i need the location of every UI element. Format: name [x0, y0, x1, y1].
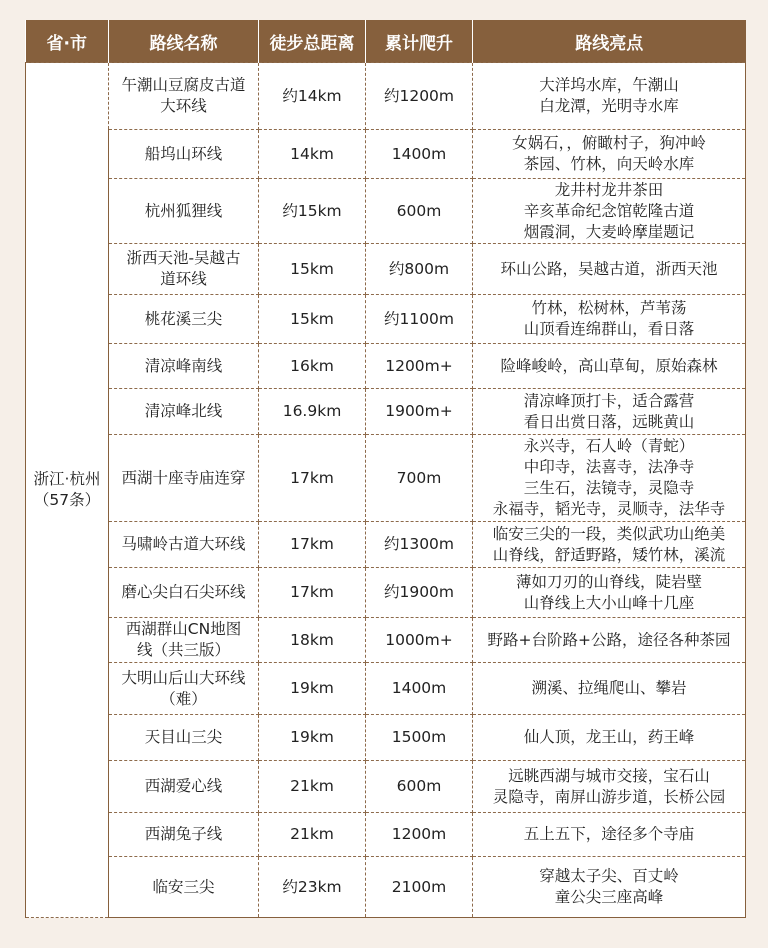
route-name-cell	[109, 130, 259, 179]
highlights-cell	[473, 857, 746, 918]
table-row	[26, 344, 746, 389]
highlights-cell-line: 清凉峰顶打卡，适合露营	[523, 391, 695, 410]
distance-cell: 15km	[259, 295, 366, 344]
route-table-container	[25, 20, 745, 918]
header-distance: 徒步总距离	[259, 20, 366, 63]
distance-cell: 14km	[259, 130, 366, 179]
route-name-cell	[109, 761, 259, 813]
highlights-cell-line: 永福寺，韬光寺，灵顺寺，法华寺	[492, 500, 726, 518]
climb-cell: 600m	[366, 179, 473, 244]
distance-cell: 17km	[259, 522, 366, 568]
highlights-cell-line: 女娲石，，俯瞰村子，狗冲岭	[512, 134, 706, 152]
route-name-cell	[109, 522, 259, 568]
highlights-cell	[473, 344, 746, 389]
highlights-cell-line: 溯溪、拉绳爬山、攀岩	[531, 679, 687, 697]
climb-cell: 700m	[366, 435, 473, 522]
distance-cell: 约23km	[259, 857, 366, 918]
route-name-cell-line: 清凉峰北线	[144, 402, 223, 420]
highlights-cell-line: 五上五下，途径多个寺庙	[523, 825, 695, 843]
route-name-cell	[109, 244, 259, 295]
highlights-cell-line: 环山公路，吴越古道，浙西天池	[500, 259, 718, 278]
climb-cell: 600m	[366, 761, 473, 813]
climb-cell: 2100m	[366, 857, 473, 918]
highlights-cell-line: 大洋坞水库，午潮山	[539, 76, 679, 94]
route-name-cell-line: 西湖爱心线	[144, 777, 223, 795]
route-name-cell	[109, 663, 259, 715]
table-row	[26, 244, 746, 295]
highlights-cell-line: 辛亥革命纪念馆乾隆古道	[523, 201, 695, 220]
distance-cell: 21km	[259, 761, 366, 813]
highlights-cell	[473, 715, 746, 761]
distance-cell: 18km	[259, 618, 366, 663]
table-header-row	[26, 20, 746, 63]
climb-cell: 约1900m	[366, 568, 473, 618]
highlights-cell-line: 野路+台阶路+公路，途径各种茶园	[487, 630, 731, 649]
highlights-cell-line: 童公尖三座高峰	[554, 888, 664, 906]
highlights-cell-line: 白龙潭，光明寺水库	[539, 97, 679, 115]
highlights-cell	[473, 130, 746, 179]
climb-cell: 约1200m	[366, 63, 473, 130]
route-name-cell	[109, 715, 259, 761]
distance-cell: 19km	[259, 715, 366, 761]
table-row	[26, 435, 746, 522]
table-row	[26, 389, 746, 435]
climb-cell: 1900m+	[366, 389, 473, 435]
route-name-cell-line: 西湖十座寺庙连穿	[121, 468, 246, 487]
route-name-cell-line: （难）	[160, 689, 207, 708]
distance-cell: 约15km	[259, 179, 366, 244]
highlights-cell-line: 穿越太子尖、百丈岭	[539, 867, 679, 885]
header-highlights: 路线亮点	[473, 20, 746, 63]
table-row	[26, 715, 746, 761]
route-name-cell-line: 线（共三版）	[136, 641, 230, 659]
highlights-cell-line: 仙人顶，龙王山，药王峰	[523, 728, 695, 746]
highlights-cell-line: 中印寺，法喜寺，法净寺	[523, 458, 695, 476]
highlights-cell	[473, 435, 746, 522]
table-row	[26, 663, 746, 715]
table-row	[26, 295, 746, 344]
climb-cell: 1000m+	[366, 618, 473, 663]
highlights-cell-line: 永兴寺，石人岭（青蛇）	[523, 437, 695, 455]
route-name-cell	[109, 568, 259, 618]
highlights-cell-line: 险峰峻岭，高山草甸，原始森林	[500, 356, 718, 375]
climb-cell: 1200m	[366, 813, 473, 857]
highlights-cell	[473, 813, 746, 857]
route-name-cell-line: 磨心尖白石尖环线	[121, 583, 246, 601]
highlights-cell-line: 远眺西湖与城市交接，宝石山	[508, 766, 710, 785]
distance-cell: 17km	[259, 435, 366, 522]
route-name-cell	[109, 389, 259, 435]
route-name-cell	[109, 618, 259, 663]
route-name-cell-line: 临安三尖	[152, 877, 215, 896]
climb-cell: 约800m	[366, 244, 473, 295]
highlights-cell	[473, 663, 746, 715]
highlights-cell-line: 竹林，松树林，芦苇荡	[531, 299, 687, 317]
route-name-cell	[109, 813, 259, 857]
highlights-cell	[473, 568, 746, 618]
climb-cell: 1400m	[366, 663, 473, 715]
highlights-cell-line: 烟霞洞，大麦岭摩崖题记	[523, 222, 695, 241]
highlights-cell	[473, 63, 746, 130]
route-name-cell	[109, 857, 259, 918]
climb-cell: 约1100m	[366, 295, 473, 344]
highlights-cell-line: 看日出赏日落，远眺黄山	[523, 412, 695, 431]
highlights-cell-line: 山顶看连绵群山，看日落	[523, 320, 695, 338]
route-name-cell-line: 清凉峰南线	[144, 356, 223, 375]
table-row	[26, 618, 746, 663]
route-name-cell-line: 天目山三尖	[144, 728, 223, 746]
climb-cell: 约1300m	[366, 522, 473, 568]
table-row	[26, 63, 746, 130]
climb-cell: 1400m	[366, 130, 473, 179]
distance-cell: 15km	[259, 244, 366, 295]
distance-cell: 16.9km	[259, 389, 366, 435]
route-name-cell-line: 西湖群山CN地图	[125, 620, 242, 638]
climb-cell: 1200m+	[366, 344, 473, 389]
highlights-cell	[473, 389, 746, 435]
highlights-cell-line: 山脊线，舒适野路，矮竹林，溪流	[492, 545, 726, 564]
highlights-cell	[473, 244, 746, 295]
route-name-cell-line: 大明山后山大环线	[121, 668, 246, 687]
distance-cell: 21km	[259, 813, 366, 857]
distance-cell: 19km	[259, 663, 366, 715]
route-name-cell-line: 午潮山豆腐皮古道	[121, 76, 246, 94]
table-row	[26, 179, 746, 244]
highlights-cell	[473, 522, 746, 568]
route-name-cell	[109, 344, 259, 389]
highlights-cell-line: 茶园、竹林，向天岭水库	[523, 155, 695, 173]
table-row	[26, 813, 746, 857]
highlights-cell	[473, 761, 746, 813]
header-climb: 累计爬升	[366, 20, 473, 63]
distance-cell: 约14km	[259, 63, 366, 130]
highlights-cell-line: 灵隐寺，南屏山游步道，长桥公园	[492, 787, 726, 806]
route-name-cell	[109, 179, 259, 244]
province-cell	[26, 63, 109, 918]
highlights-cell-line: 山脊线上大小山峰十几座	[523, 593, 695, 612]
highlights-cell	[473, 295, 746, 344]
route-name-cell-line: 大环线	[160, 97, 207, 115]
route-name-cell	[109, 295, 259, 344]
route-name-cell	[109, 435, 259, 522]
province-cell-line: 浙江·杭州	[33, 470, 101, 488]
highlights-cell-line: 临安三尖的一段，类似武功山绝美	[492, 524, 726, 543]
header-route-name: 路线名称	[109, 20, 259, 63]
header-province: 省·市	[26, 20, 109, 63]
table-row	[26, 857, 746, 918]
hiking-route-table	[25, 20, 746, 918]
distance-cell: 17km	[259, 568, 366, 618]
highlights-cell-line: 三生石，法镜寺，灵隐寺	[523, 479, 695, 497]
highlights-cell	[473, 179, 746, 244]
distance-cell: 16km	[259, 344, 366, 389]
route-name-cell-line: 船坞山环线	[144, 144, 223, 163]
route-name-cell-line: 浙西天池-吴越古	[126, 249, 241, 267]
route-name-cell-line: 西湖兔子线	[144, 825, 223, 843]
route-name-cell	[109, 63, 259, 130]
highlights-cell-line: 薄如刀刃的山脊线，陡岩壁	[515, 572, 702, 591]
route-name-cell-line: 马啸岭古道大环线	[121, 535, 246, 553]
table-row	[26, 568, 746, 618]
highlights-cell-line: 龙井村龙井茶田	[554, 180, 664, 199]
table-row	[26, 522, 746, 568]
climb-cell: 1500m	[366, 715, 473, 761]
route-name-cell-line: 杭州狐狸线	[144, 201, 223, 220]
route-name-cell-line: 道环线	[160, 270, 207, 288]
province-cell-line: （57条）	[33, 491, 101, 509]
table-body	[26, 63, 746, 918]
table-row	[26, 130, 746, 179]
table-row	[26, 761, 746, 813]
route-name-cell-line: 桃花溪三尖	[144, 309, 223, 328]
highlights-cell	[473, 618, 746, 663]
